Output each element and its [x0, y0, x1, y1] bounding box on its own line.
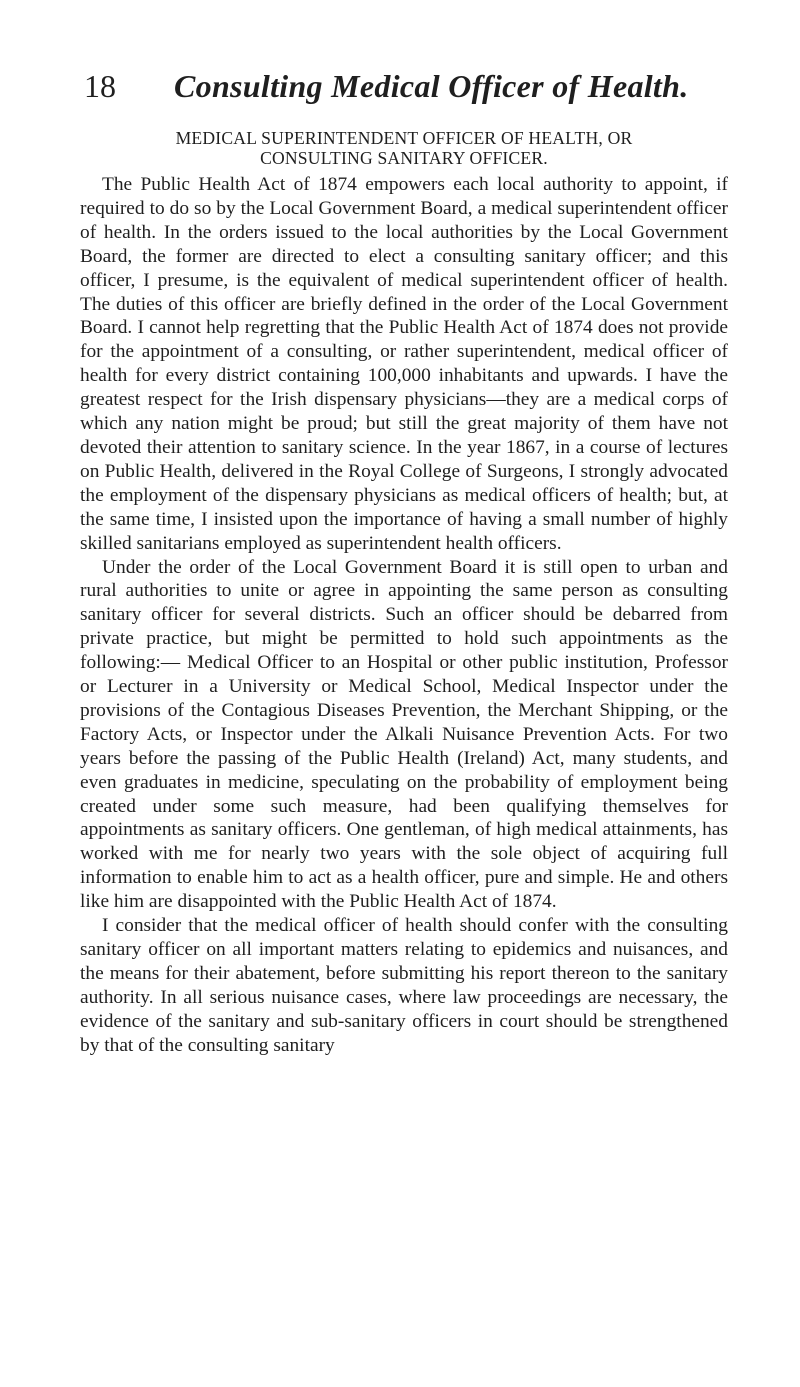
- paragraph: I consider that the medical officer of health should confer with the consulting sanitary officer on all important matters relating to epidemics and nuisances, and the means for their abatement, before submitting his report thereon to the sanitary authority. In all serious nuisance cases, where law proceedings are necessary, the evidence of the sanitary and sub-sanitary officers in court should be strengthened by that of the consulting sanitary: [80, 915, 728, 1056]
- paragraph: Under the order of the Local Government Board it is still open to urban and rural authorities to unite or agree in appointing the same person as consulting sanitary officer for several districts. Such an officer should be debarred from private practice, but might be permitted to hold such appointments as the following:— Medical Officer to an Hospital or other public institution, Professor or Lecturer in a University or Medical School, Medical Inspector under the provisions of the Contagious Diseases Prevention, the Merchant Shipping, or the Factory Acts, or Inspector under the Alkali Nuisance Prevention Acts. For two years before the passing of the Public Health (Ireland) Act, many students, and even graduates in medicine, speculating on the probability of employment being created under some such measure, had been qualifying themselves for appointments as sanitary officers. One gentleman, of high medical attainments, has worked with me for nearly two years with the sole object of acquiring full information to enable him to act as a health officer, pure and simple. He and others like him are disappointed with the Public Health Act of 1874.: [80, 556, 728, 913]
- running-header: [84, 66, 724, 110]
- section-heading-line-2: CONSULTING SANITARY OFFICER.: [260, 148, 548, 168]
- paragraph: The Public Health Act of 1874 empowers each local authority to appoint, if required to do so by the Local Government Board, a medical superintendent officer of health. In the orders issued to the local authorities by the Local Government Board, the former are directed to elect a consulting sanitary officer; and this officer, I presume, is the equivalent of medical superintendent officer of health. The duties of this officer are briefly defined in the order of the Local Government Board. I cannot help regretting that the Public Health Act of 1874 does not provide for the appointment of a consulting, or rather superintendent, medical officer of health for every district containing 100,000 inhabitants and upwards. I have the greatest respect for the Irish dispensary physicians—they are a medical corps of which any nation might be proud; but still the great majority of them have not devoted their attention to sanitary science. In the year 1867, in a course of lectures on Public Health, delivered in the Royal College of Surgeons, I strongly advocated the employment of the dispensary physicians as medical officers of health; but, at the same time, I insisted upon the importance of having a small number of highly skilled sanitarians employed as superintendent health officers.: [80, 174, 728, 554]
- section-heading-line-1: MEDICAL SUPERINTENDENT OFFICER OF HEALTH, OR: [175, 128, 633, 148]
- running-title: Consulting Medical Officer of Health.: [174, 68, 689, 104]
- section-heading: [80, 128, 728, 168]
- page-number: 18: [84, 68, 116, 104]
- body-text: [80, 128, 728, 1058]
